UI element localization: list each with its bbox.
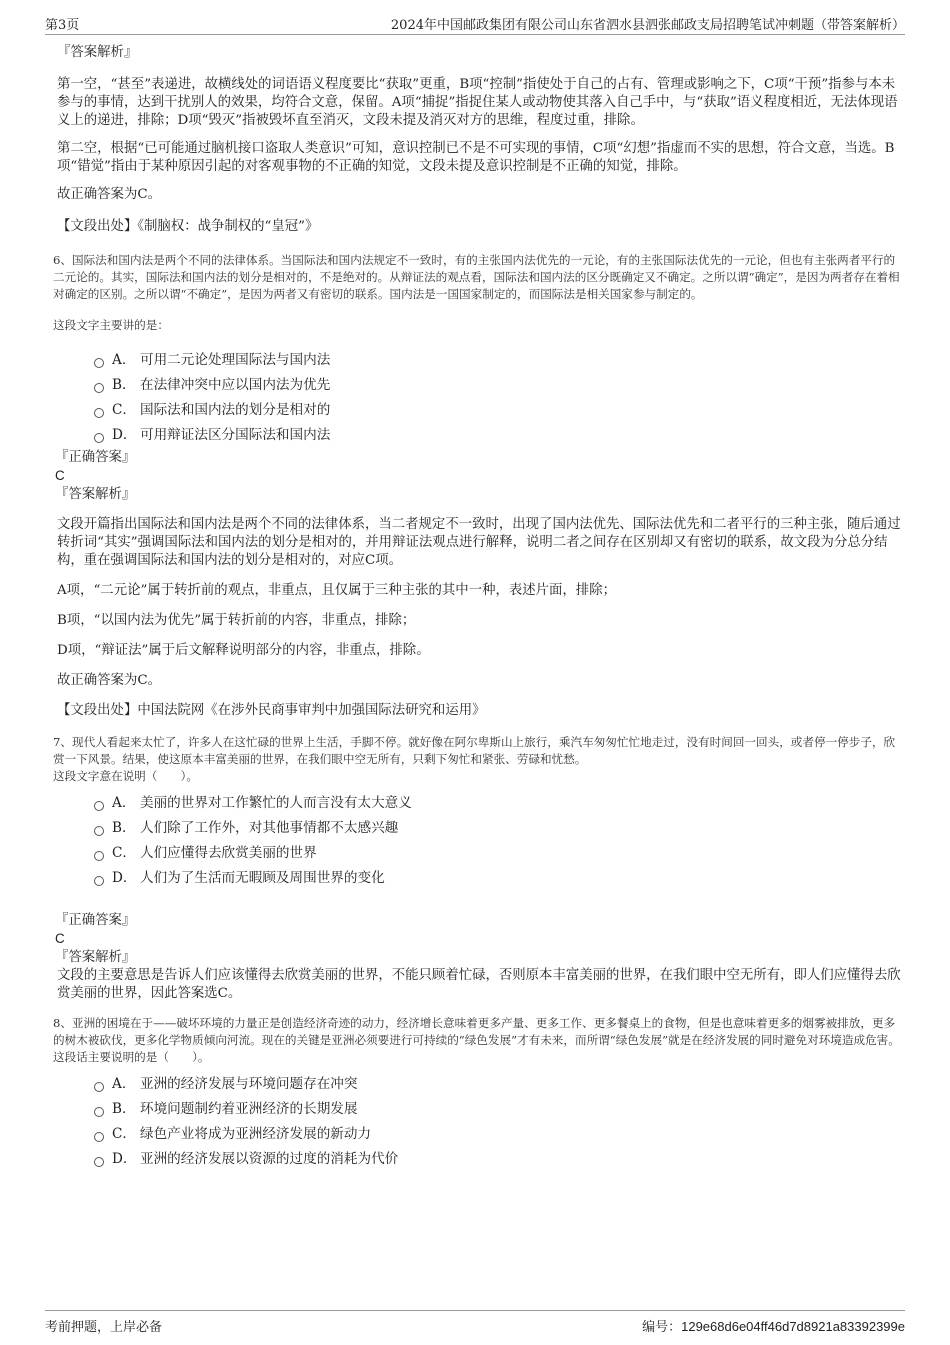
q5-analysis-para2: 第二空，根据“已可能通过脑机接口盗取人类意识”可知，意识控制已不是不可实现的事情，C项“幻想”指虚而不实的思想，符合文意，当选。B项“错觉”指由于某种原因引起的对客观事物的不正确的知觉，文段未提及意识控制是不正确的知觉，排除。 — [57, 141, 895, 174]
radio-icon[interactable] — [94, 1132, 104, 1142]
q8-option-a[interactable]: A． 亚洲的经济发展与环境问题存在冲突 — [94, 1072, 902, 1097]
radio-icon[interactable] — [94, 1082, 104, 1092]
page-number: 第3页 — [45, 18, 80, 33]
q7-analysis: 文段的主要意思是告诉人们应该懂得去欣赏美丽的世界，不能只顾着忙碌，否则原本丰富美丽的世界，在我们眼中空无所有，即人们应懂得去欣赏美丽的世界，因此答案选C。 — [57, 968, 901, 1001]
footer-slogan: 考前押题，上岸必备 — [45, 1320, 163, 1335]
q5-analysis-tag: 『答案解析』 — [57, 45, 138, 60]
q6-source: 【文段出处】中国法院网《在涉外民商事审判中加强国际法研究和运用》 — [57, 703, 486, 718]
q6-analysis-tag: 『答案解析』 — [55, 487, 136, 502]
option-text: 国际法和国内法的划分是相对的 — [140, 402, 331, 418]
option-text: 人们为了生活而无暇顾及周围世界的变化 — [140, 870, 385, 886]
q5-analysis-para1: 第一空，“甚至”表递进，故横线处的词语语义程度要比“获取”更重，B项“控制”指使处于自己的占有、管理或影响之下，C项“干预”指参与本未参与的事情，达到干扰别人的效果，均符合文意，保留。A项“捕捉”指捉住某人或动物使其落入自己手中，与“获取”语义程度相近，无法体现语义上的递进，排除；D项“毁灭”指被毁坏直至消灭，文段未提及消灭对方的思维，程度过重，排除。 — [57, 77, 898, 128]
q6-analysis-3: B项，“以国内法为优先”属于转折前的内容，非重点，排除； — [57, 613, 416, 628]
q6-answer-tag: 『正确答案』 — [55, 450, 136, 465]
radio-icon[interactable] — [94, 358, 104, 368]
option-text: 美丽的世界对工作繁忙的人而言没有太大意义 — [140, 795, 412, 811]
radio-icon[interactable] — [94, 1157, 104, 1167]
q6-answer: C — [55, 468, 65, 483]
q7-answer-tag: 『正确答案』 — [55, 913, 136, 928]
radio-icon[interactable] — [94, 826, 104, 836]
q8-option-c[interactable]: C． 绿色产业将成为亚洲经济发展的新动力 — [94, 1122, 902, 1147]
q7-question: 这段文字意在说明（ ）。 — [53, 769, 198, 783]
q8-question: 这段话主要说明的是（ ）。 — [53, 1050, 210, 1064]
q8-option-d[interactable]: D． 亚洲的经济发展以资源的过度的消耗为代价 — [94, 1147, 902, 1172]
q6-analysis-1: 文段开篇指出国际法和国内法是两个不同的法律体系，当二者规定不一致时，出现了国内法优先、国际法优先和二者平行的三种主张，随后通过转折词“其实”强调国际法和国内法的划分是相对的，并用辩证法观点进行解释，说明二者之间存在区别却又有密切的联系，故文段为分总分结构，重在强调国际法和国内法的划分是相对的，对应C项。 — [57, 517, 901, 568]
q7-options — [94, 791, 902, 891]
q8-stem: 8、亚洲的困境在于——破坏环境的力量正是创造经济奇迹的动力，经济增长意味着更多产量、更多工作、更多餐桌上的食物，但是也意味着更多的烟雾被排放，更多的树木被砍伐，更多化学物质倾向河流。现在的关键是亚洲必须要进行可持续的“绿色发展”才有未来，而所谓“绿色发展”就是在经济发展的同时避免对环境造成危害。 — [53, 1016, 900, 1047]
page-header — [45, 10, 905, 35]
q7-option-a[interactable]: A． 美丽的世界对工作繁忙的人而言没有太大意义 — [94, 791, 902, 816]
q6-question: 这段文字主要讲的是： — [53, 318, 169, 332]
q6-options — [94, 348, 902, 448]
document-code — [642, 1316, 905, 1335]
radio-icon[interactable] — [94, 408, 104, 418]
option-text: 亚洲的经济发展以资源的过度的消耗为代价 — [140, 1151, 399, 1167]
q7-option-c[interactable]: C． 人们应懂得去欣赏美丽的世界 — [94, 841, 902, 866]
q6-option-b[interactable]: B． 在法律冲突中应以国内法为优先 — [94, 373, 902, 398]
option-text: 人们应懂得去欣赏美丽的世界 — [140, 845, 317, 861]
main-content — [53, 43, 902, 1172]
q6-conclusion: 故正确答案为C。 — [57, 673, 161, 688]
q7-option-d[interactable]: D． 人们为了生活而无暇顾及周围世界的变化 — [94, 866, 902, 891]
document-title: 2024年中国邮政集团有限公司山东省泗水县泗张邮政支局招聘笔试冲刺题（带答案解析） — [390, 18, 905, 33]
q7-analysis-tag: 『答案解析』 — [55, 950, 136, 965]
q7-answer: C — [55, 931, 65, 946]
page-footer — [45, 1310, 905, 1335]
q6-analysis-4: D项，“辩证法”属于后文解释说明部分的内容，非重点，排除。 — [57, 643, 430, 658]
q7-option-b[interactable]: B． 人们除了工作外，对其他事情都不太感兴趣 — [94, 816, 902, 841]
code-value: 129e68d6e04ff46d7d8921a83392399e — [681, 1319, 905, 1334]
code-label: 编号： — [642, 1320, 682, 1335]
q6-option-a[interactable]: A． 可用二元论处理国际法与国内法 — [94, 348, 902, 373]
q5-conclusion: 故正确答案为C。 — [57, 187, 161, 202]
option-text: 环境问题制约着亚洲经济的长期发展 — [140, 1101, 358, 1117]
radio-icon[interactable] — [94, 1107, 104, 1117]
q6-option-d[interactable]: D． 可用辩证法区分国际法和国内法 — [94, 423, 902, 448]
q8-options — [94, 1072, 902, 1172]
q6-option-c[interactable]: C． 国际法和国内法的划分是相对的 — [94, 398, 902, 423]
option-text: 在法律冲突中应以国内法为优先 — [140, 377, 331, 393]
q6-stem: 6、国际法和国内法是两个不同的法律体系。当国际法和国内法规定不一致时，有的主张国内法优先的一元论，有的主张国际法优先的一元论，但也有主张两者平行的二元论的。其实，国际法和国内法的划分是相对的，不是绝对的。从辩证法的观点看，国际法和国内法的区分既确定又不确定。之所以谓“确定”，是因为两者存在着相对确定的区别。之所以谓“不确定”，是因为两者又有密切的联系。国内法是一国国家制定的，而国际法是相关国家参与制定的。 — [53, 253, 900, 301]
option-text: 可用二元论处理国际法与国内法 — [140, 352, 331, 368]
q5-source: 【文段出处】《制脑权：战争制权的“皇冠”》 — [57, 219, 319, 234]
radio-icon[interactable] — [94, 801, 104, 811]
option-text: 可用辩证法区分国际法和国内法 — [140, 427, 331, 443]
q7-stem: 7、现代人看起来太忙了，许多人在这忙碌的世界上生活，手脚不停。就好像在阿尔卑斯山上旅行，乘汽车匆匆忙忙地走过，没有时间回一回头，或者停一停步子，欣赏一下风景。结果，使这原本丰富美丽的世界，在我们眼中空无所有，只剩下匆忙和紧张、劳碌和忧愁。 — [53, 735, 896, 766]
option-text: 绿色产业将成为亚洲经济发展的新动力 — [140, 1126, 372, 1142]
q8-option-b[interactable]: B． 环境问题制约着亚洲经济的长期发展 — [94, 1097, 902, 1122]
radio-icon[interactable] — [94, 433, 104, 443]
radio-icon[interactable] — [94, 383, 104, 393]
radio-icon[interactable] — [94, 876, 104, 886]
option-text: 亚洲的经济发展与环境问题存在冲突 — [140, 1076, 358, 1092]
option-text: 人们除了工作外，对其他事情都不太感兴趣 — [140, 820, 399, 836]
radio-icon[interactable] — [94, 851, 104, 861]
q6-analysis-2: A项，“二元论”属于转折前的观点，非重点，且仅属于三种主张的其中一种，表述片面，排除； — [57, 583, 616, 598]
